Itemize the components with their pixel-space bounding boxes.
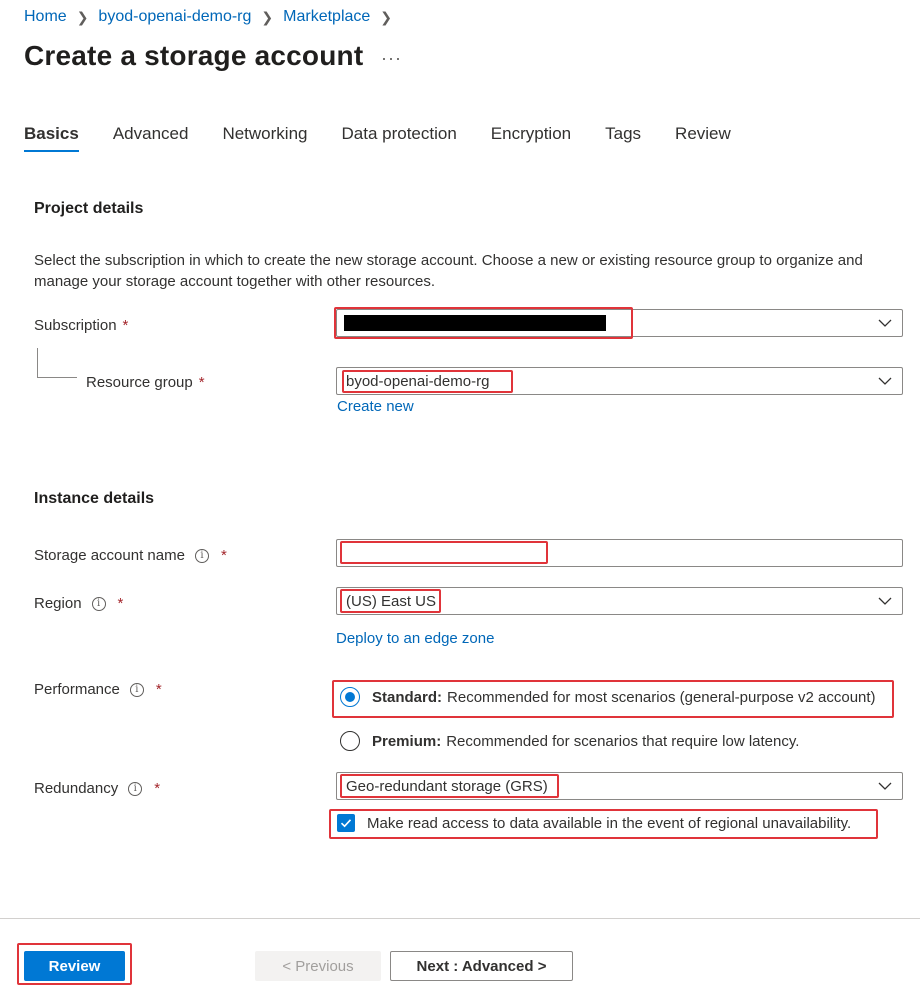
highlight-box — [340, 774, 559, 798]
tab-networking[interactable]: Networking — [222, 124, 308, 143]
storage-account-name-label: Storage account name i * — [34, 547, 227, 564]
info-icon[interactable]: i — [130, 683, 144, 697]
performance-premium-option[interactable]: Premium: Recommended for scenarios that require low latency. — [340, 731, 799, 751]
subscription-label: Subscription * — [34, 317, 129, 334]
highlight-box — [332, 680, 894, 718]
highlight-box — [340, 541, 548, 564]
info-icon[interactable]: i — [195, 549, 209, 563]
tab-review[interactable]: Review — [675, 124, 731, 143]
chevron-down-icon — [878, 374, 892, 388]
page-title: Create a storage account — [24, 40, 364, 71]
resource-group-label: Resource group * — [86, 374, 205, 391]
required-marker: * — [154, 780, 161, 797]
breadcrumb-home[interactable]: Home — [24, 8, 67, 25]
read-access-label: Make read access to data available in the event of regional unavailability. — [367, 814, 852, 832]
chevron-right-icon: ❯ — [261, 8, 274, 25]
highlight-box — [342, 370, 513, 393]
required-marker: * — [117, 595, 124, 612]
highlight-box — [334, 307, 633, 339]
radio-unselected[interactable] — [340, 731, 360, 751]
previous-button[interactable]: < Previous — [255, 951, 381, 981]
instance-details-heading: Instance details — [34, 490, 155, 507]
tab-encryption[interactable]: Encryption — [490, 124, 572, 143]
chevron-right-icon: ❯ — [76, 8, 89, 25]
breadcrumb-marketplace[interactable]: Marketplace — [283, 8, 371, 25]
chevron-right-icon: ❯ — [380, 8, 393, 25]
deploy-edge-zone-link[interactable]: Deploy to an edge zone — [336, 630, 495, 647]
region-label: Region i * — [34, 595, 124, 612]
tab-basics[interactable]: Basics — [24, 124, 79, 152]
required-marker: * — [122, 317, 129, 334]
next-advanced-button[interactable]: Next : Advanced > — [390, 951, 573, 981]
breadcrumb-resource-group[interactable]: byod-openai-demo-rg — [98, 8, 252, 25]
tree-connector — [37, 348, 77, 378]
performance-label: Performance i * — [34, 681, 162, 698]
required-marker: * — [155, 681, 162, 698]
tab-bar — [24, 124, 765, 152]
redundancy-value: Geo-redundant storage (GRS) — [346, 777, 548, 795]
redundancy-label: Redundancy i * — [34, 780, 161, 797]
project-details-description: Select the subscription in which to create the new storage account. Choose a new or existing resource group to organize and manage your storage account together with other resources. — [34, 252, 863, 290]
chevron-down-icon — [878, 316, 892, 330]
chevron-down-icon — [878, 779, 892, 793]
tab-data-protection[interactable]: Data protection — [341, 124, 457, 143]
create-new-link[interactable]: Create new — [337, 398, 414, 415]
highlight-box — [329, 809, 878, 839]
review-button[interactable]: Review — [24, 951, 125, 981]
required-marker: * — [220, 547, 227, 564]
project-details-heading: Project details — [34, 200, 144, 217]
more-options-icon[interactable]: ··· — [381, 48, 402, 68]
footer-divider — [0, 918, 920, 919]
tab-advanced[interactable]: Advanced — [112, 124, 189, 143]
info-icon[interactable]: i — [92, 597, 106, 611]
chevron-down-icon — [878, 594, 892, 608]
tab-tags[interactable]: Tags — [605, 124, 642, 143]
performance-standard-option[interactable]: Standard: Recommended for most scenarios (general-purpose v2 account) — [340, 687, 876, 707]
highlight-box — [17, 943, 132, 985]
resource-group-value: byod-openai-demo-rg — [346, 372, 490, 390]
required-marker: * — [198, 374, 205, 391]
info-icon[interactable]: i — [128, 782, 142, 796]
breadcrumb — [24, 8, 402, 26]
region-value: (US) East US — [346, 592, 437, 610]
highlight-box — [340, 589, 441, 613]
